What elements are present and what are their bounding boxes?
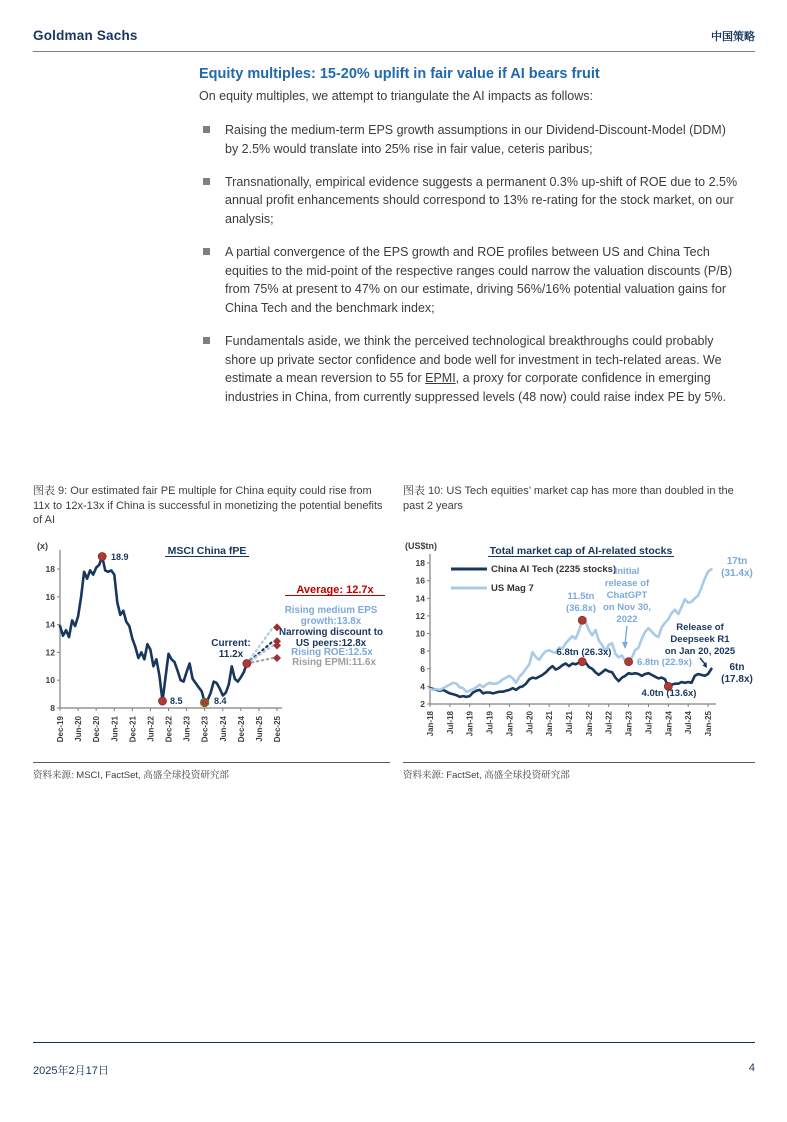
svg-text:(36.8x): (36.8x) [565, 603, 597, 614]
svg-text:ChatGPT: ChatGPT [606, 590, 648, 601]
figure-9 [33, 484, 390, 781]
figure-10-divider [403, 762, 755, 763]
svg-text:Rising medium EPS: Rising medium EPS [284, 605, 378, 616]
svg-text:Jan-18: Jan-18 [426, 711, 435, 737]
svg-text:18.9: 18.9 [111, 552, 129, 562]
svg-text:Total market cap of AI-related: Total market cap of AI-related stocks [489, 545, 673, 557]
epmi-link[interactable]: EPMI [425, 371, 456, 386]
svg-text:2022: 2022 [616, 614, 638, 625]
svg-text:8: 8 [50, 703, 55, 713]
svg-text:Dec-21: Dec-21 [128, 716, 138, 743]
svg-text:Jun-21: Jun-21 [110, 716, 120, 742]
svg-text:Jan-21: Jan-21 [545, 711, 555, 737]
svg-text:MSCI China fPE: MSCI China fPE [167, 545, 247, 557]
svg-text:8: 8 [420, 646, 425, 657]
svg-text:Average: 12.7x: Average: 12.7x [296, 584, 374, 596]
svg-text:(x): (x) [37, 541, 48, 551]
svg-text:Jun-24: Jun-24 [218, 716, 228, 742]
svg-text:Jul-21: Jul-21 [565, 711, 575, 735]
bullet-marker [203, 248, 210, 255]
svg-text:Jul-23: Jul-23 [644, 711, 654, 735]
svg-text:11.5tn: 11.5tn [567, 591, 595, 602]
svg-text:Current:: Current: [211, 638, 251, 649]
figure-9-caption: 图表 9: Our estimated fair PE multiple for China equity could rise from 11x to 12x-13x if China is successful in monetizing the potential benefits of AI [33, 485, 383, 527]
fpe-chart [33, 534, 390, 758]
svg-text:(17.8x): (17.8x) [721, 674, 753, 685]
svg-text:6.8tn (26.3x): 6.8tn (26.3x) [556, 647, 612, 658]
svg-text:8.5: 8.5 [170, 696, 183, 706]
svg-text:10: 10 [45, 675, 55, 686]
figure-10-source: 资料来源: FactSet, 高盛全球投资研究部 [403, 770, 570, 781]
svg-text:14: 14 [415, 593, 425, 604]
page-number: 4 [748, 1062, 755, 1074]
svg-text:Jul-19: Jul-19 [485, 711, 495, 735]
figure-10 [403, 484, 755, 781]
svg-text:12: 12 [45, 647, 55, 658]
brand-logo: Goldman Sachs [33, 28, 138, 43]
bullet-item [199, 332, 742, 407]
svg-text:18: 18 [45, 564, 55, 574]
bullet-text: A partial convergence of the EPS growth and ROE profiles between US and China Tech equities to the mid-point of the respective ranges could narrow the valuation discounts (P/B) from 75% at present to 47% on our estimate, driving 56%/16% potential valuation gains for China Tech and the benchmark index; [225, 244, 733, 316]
footer-divider [33, 1042, 755, 1043]
svg-text:Initial: Initial [614, 566, 640, 577]
svg-text:17tn: 17tn [726, 556, 748, 567]
bullet-item [199, 121, 742, 159]
svg-text:2: 2 [420, 699, 425, 709]
svg-text:Jun-25: Jun-25 [254, 716, 264, 742]
svg-text:6: 6 [420, 663, 425, 674]
market-cap-chart [403, 534, 755, 758]
header-category: 中国策略 [711, 31, 755, 43]
svg-text:Jun-20: Jun-20 [74, 716, 84, 742]
svg-text:Release of: Release of [676, 622, 724, 633]
page-footer [33, 1062, 755, 1078]
svg-text:16: 16 [45, 591, 55, 602]
section-title: Equity multiples: 15-20% uplift in fair value if AI bears fruit [199, 66, 600, 82]
svg-text:Narrowing discount to: Narrowing discount to [279, 627, 383, 638]
figure-10-caption: 图表 10: US Tech equities’ market cap has more than doubled in the past 2 years [403, 485, 734, 512]
svg-text:8.4: 8.4 [214, 696, 227, 706]
section-intro: On equity multiples, we attempt to triangulate the AI impacts as follows: [199, 89, 593, 103]
bullet-marker [203, 178, 210, 185]
svg-text:release of: release of [604, 578, 650, 589]
bullet-marker [203, 337, 210, 344]
svg-text:Jul-24: Jul-24 [684, 711, 694, 735]
svg-text:(US$tn): (US$tn) [405, 541, 437, 551]
svg-text:Jun-23: Jun-23 [182, 716, 192, 742]
svg-text:Jul-18: Jul-18 [445, 711, 455, 735]
svg-text:6.8tn (22.9x): 6.8tn (22.9x) [637, 657, 692, 668]
svg-text:growth:13.8x: growth:13.8x [300, 616, 362, 627]
bullet-text: Raising the medium-term EPS growth assumptions in our Dividend-Discount-Model (DDM) by 2.5% would translate into 25% rise in fair value, ceteris paribus; [225, 123, 726, 156]
svg-text:on Nov 30,: on Nov 30, [602, 602, 652, 613]
svg-text:4: 4 [420, 681, 425, 692]
svg-text:US Mag 7: US Mag 7 [491, 583, 534, 594]
svg-text:4.0tn (13.6x): 4.0tn (13.6x) [641, 688, 697, 699]
bullet-list [199, 121, 742, 407]
svg-text:Deepseek R1: Deepseek R1 [670, 634, 730, 645]
svg-text:Jan-25: Jan-25 [704, 711, 714, 737]
svg-text:Jan-19: Jan-19 [465, 711, 475, 737]
report-date: 2025年2月17日 [33, 1065, 109, 1077]
figures-row [33, 484, 755, 781]
svg-text:Jan-20: Jan-20 [505, 711, 515, 737]
svg-text:Jul-20: Jul-20 [525, 711, 535, 735]
svg-text:14: 14 [45, 619, 55, 630]
svg-text:Dec-23: Dec-23 [200, 716, 210, 743]
main-content [199, 66, 742, 421]
svg-text:16: 16 [415, 575, 425, 586]
svg-text:18: 18 [415, 558, 425, 568]
bullet-text: Fundamentals aside, we think the perceived technological breakthroughs could probably shore up private sector confidence and bode well for investment in tech-related areas. We estimate a mean reversion to 55 for EPMI, a proxy for corporate confidence in emerging industries in China, from currently suppressed levels (48 now) could raise index PE by 5%. [225, 333, 726, 405]
bullet-marker [203, 126, 210, 133]
svg-text:on Jan 20, 2025: on Jan 20, 2025 [664, 646, 736, 657]
page-header [33, 28, 755, 44]
svg-text:Jan-23: Jan-23 [624, 711, 634, 737]
svg-text:Dec-25: Dec-25 [273, 716, 283, 743]
figure-9-source: 资料来源: MSCI, FactSet, 高盛全球投资研究部 [33, 770, 229, 781]
svg-text:12: 12 [415, 610, 425, 621]
svg-text:Rising EPMI:11.6x: Rising EPMI:11.6x [292, 657, 376, 668]
svg-text:(31.4x): (31.4x) [721, 568, 753, 579]
svg-text:Jun-22: Jun-22 [146, 716, 156, 742]
svg-text:Dec-19: Dec-19 [56, 716, 65, 743]
svg-text:Jan-24: Jan-24 [664, 711, 674, 737]
svg-text:China AI Tech (2235 stocks): China AI Tech (2235 stocks) [491, 564, 617, 575]
svg-text:Rising ROE:12.5x: Rising ROE:12.5x [291, 647, 373, 658]
svg-text:10: 10 [415, 628, 425, 639]
bullet-item [199, 243, 742, 318]
svg-text:6tn: 6tn [729, 662, 745, 673]
figure-9-divider [33, 762, 390, 763]
svg-text:Dec-20: Dec-20 [92, 716, 102, 743]
header-divider [33, 51, 755, 52]
svg-text:US peers:12.8x: US peers:12.8x [295, 638, 367, 649]
svg-text:Jan-22: Jan-22 [584, 711, 594, 737]
bullet-text: Transnationally, empirical evidence suggests a permanent 0.3% up-shift of ROE due to 2.5% annual profit enhancements should correspond to 13% re-rating for the stock market, on our analysis; [225, 174, 738, 227]
svg-text:Dec-24: Dec-24 [236, 716, 246, 743]
svg-text:Jul-22: Jul-22 [604, 711, 614, 735]
svg-text:11.2x: 11.2x [218, 649, 244, 660]
bullet-item [199, 173, 742, 229]
svg-text:Dec-22: Dec-22 [164, 716, 174, 743]
